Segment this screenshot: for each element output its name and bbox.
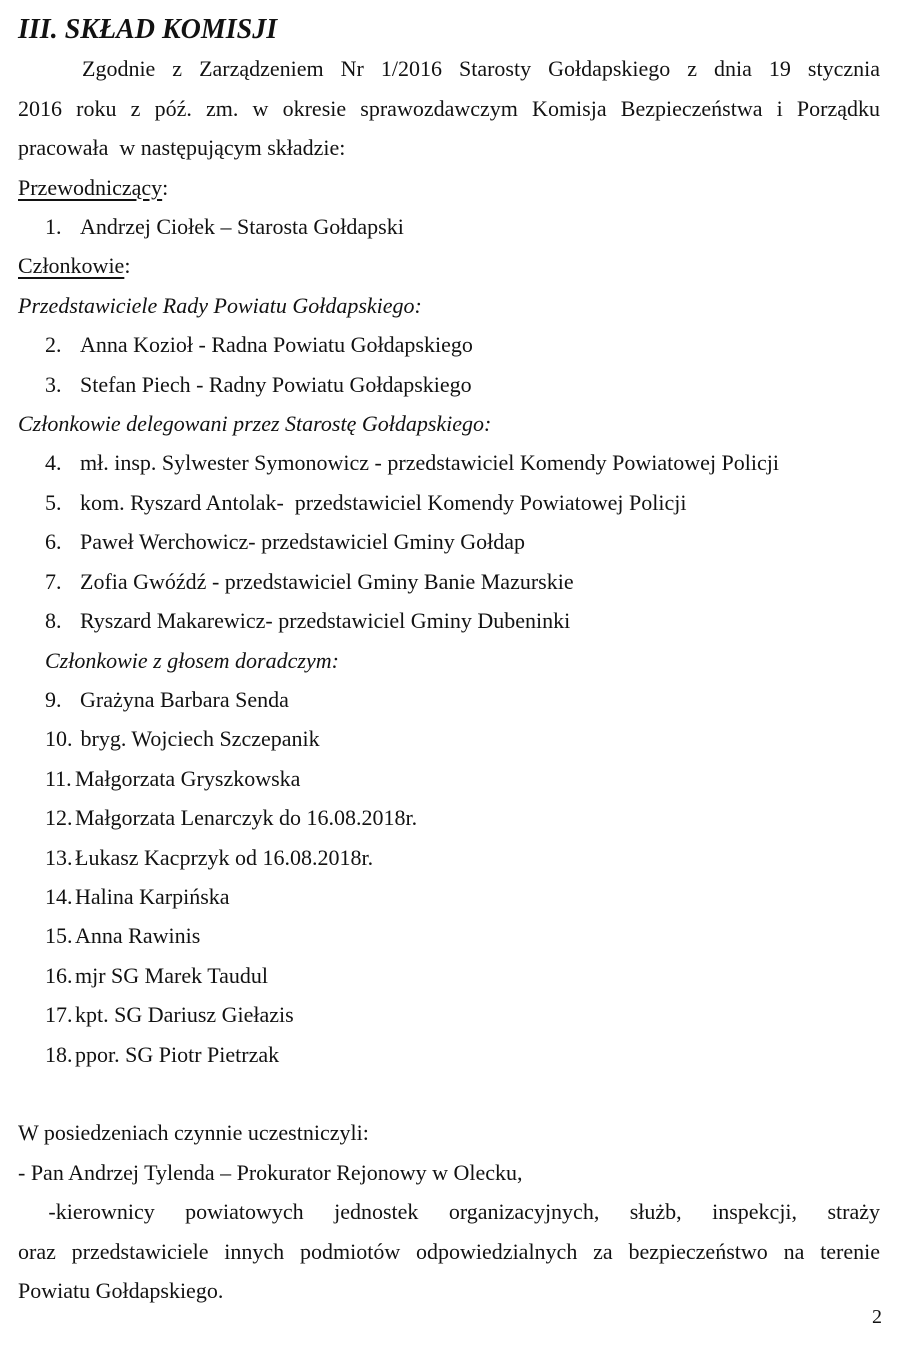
member-text: Ryszard Makarewicz- przedstawiciel Gminy Dubeninki [80, 608, 571, 634]
section-heading: III. SKŁAD KOMISJI [18, 14, 278, 45]
member-item [45, 916, 880, 955]
member-number: 8. [45, 608, 62, 634]
member-item [45, 365, 880, 404]
member-item [45, 483, 880, 522]
intro-line: pracowała w następującym składzie: [18, 135, 346, 161]
member-text: Paweł Werchowicz- przedstawiciel Gminy Gołdap [80, 529, 526, 555]
member-number: 9. [45, 686, 62, 712]
member-text: Zofia Gwóźdź - przedstawiciel Gminy Banie Mazurskie [80, 568, 574, 594]
member-number: 16. [45, 962, 73, 988]
member-number: 6. [45, 529, 62, 555]
delegated-label: Członkowie delegowani przez Starostę Gołdapskiego: [18, 411, 492, 437]
member-item [45, 759, 880, 798]
advisory-label: Członkowie z głosem doradczym: [45, 647, 339, 673]
members-label-colon: : [124, 253, 131, 279]
member-text: Grażyna Barbara Senda [80, 686, 289, 712]
chairman-label-text: Przewodniczący [18, 174, 163, 200]
member-item [45, 956, 880, 995]
closing-line: -kierownicy powiatowych jednostek organizacyjnych, służb, inspekcji, straży [18, 1199, 880, 1225]
member-text: Łukasz Kacprzyk od 16.08.2018r. [75, 844, 374, 870]
page-number: 2 [872, 1306, 882, 1328]
member-number: 11. [45, 765, 72, 791]
member-text: kom. Ryszard Antolak- przedstawiciel Komendy Powiatowej Policji [80, 489, 687, 515]
member-item [45, 798, 880, 837]
member-item [45, 325, 880, 364]
member-item [45, 601, 880, 640]
member-number: 14. [45, 883, 73, 909]
member-item [45, 680, 880, 719]
member-number: 2. [45, 332, 62, 358]
council-reps-label: Przedstawiciele Rady Powiatu Gołdapskiego: [18, 292, 422, 318]
intro-line: 2016 roku z póź. zm. w okresie sprawozdawczym Komisja Bezpieczeństwa i Porządku [18, 95, 880, 121]
member-item [45, 562, 880, 601]
member-item [45, 443, 880, 482]
participant-line: - Pan Andrzej Tylenda – Prokurator Rejonowy w Olecku, [18, 1159, 523, 1185]
member-text: Halina Karpińska [75, 883, 230, 909]
member-number: 3. [45, 371, 62, 397]
member-text: mjr SG Marek Taudul [75, 962, 268, 988]
member-item [45, 522, 880, 561]
member-text: mł. insp. Sylwester Symonowicz - przedstawiciel Komendy Powiatowej Policji [80, 450, 780, 476]
member-number: 18. [45, 1041, 73, 1067]
member-number: 13. [45, 844, 73, 870]
closing-line: oraz przedstawiciele innych podmiotów odpowiedzialnych za bezpieczeństwo na terenie [18, 1238, 880, 1264]
member-text: Stefan Piech - Radny Powiatu Gołdapskiego [80, 371, 472, 397]
members-label-text: Członkowie [18, 253, 125, 279]
member-number: 15. [45, 923, 73, 949]
blank-line [18, 1074, 880, 1113]
members-label [18, 246, 880, 285]
chairman-label [18, 168, 880, 207]
member-number: 12. [45, 805, 73, 831]
member-number: 10. [45, 726, 73, 752]
member-item [45, 1035, 880, 1074]
closing-line: Powiatu Gołdapskiego. [18, 1277, 224, 1303]
member-item [45, 995, 880, 1034]
member-item [45, 877, 880, 916]
member-text: kpt. SG Dariusz Giełazis [75, 1002, 294, 1028]
member-text: Anna Rawinis [75, 923, 201, 949]
participants-label: W posiedzeniach czynnie uczestniczyli: [18, 1120, 369, 1146]
member-number: 17. [45, 1002, 73, 1028]
intro-line: Zgodnie z Zarządzeniem Nr 1/2016 Starosty Gołdapskiego z dnia 19 stycznia [82, 56, 880, 82]
member-number: 5. [45, 489, 62, 515]
chairman-label-colon: : [162, 174, 169, 200]
member-number: 4. [45, 450, 62, 476]
member-text: Małgorzata Lenarczyk do 16.08.2018r. [75, 805, 418, 831]
member-item [45, 719, 880, 758]
member-item [45, 207, 880, 246]
member-text: Anna Kozioł - Radna Powiatu Gołdapskiego [80, 332, 473, 358]
member-item [45, 838, 880, 877]
member-text: Andrzej Ciołek – Starosta Gołdapski [80, 214, 404, 240]
member-text: ppor. SG Piotr Pietrzak [75, 1041, 280, 1067]
member-text: bryg. Wojciech Szczepanik [75, 726, 320, 752]
member-number: 1. [45, 214, 62, 240]
member-number: 7. [45, 568, 62, 594]
member-text: Małgorzata Gryszkowska [75, 765, 301, 791]
